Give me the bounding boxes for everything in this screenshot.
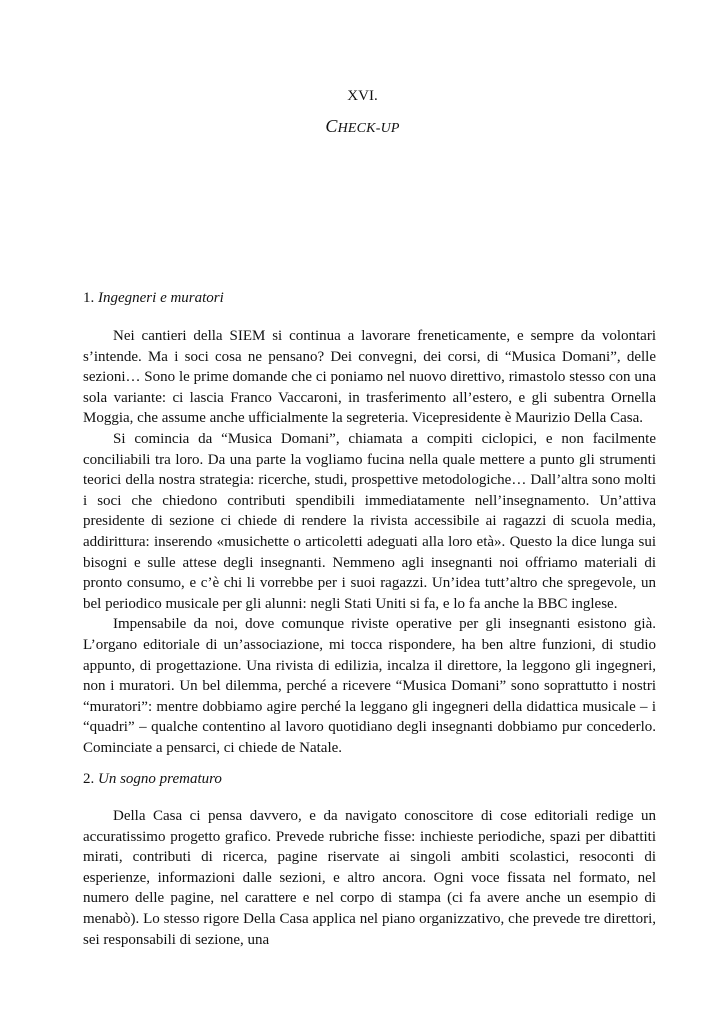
paragraph: Si comincia da “Musica Domani”, chiamata a compiti ciclopici, e non facilmente conciliabili tra loro. Da una parte la vogliamo fucina nella quale mettere a punto gli strumenti teorici della nostra strategia: ricerche, studi, prospettive metodologiche… Dall’altra sono molti i soci che chiedono contributi spendibili immediatamente nell’insegnamento. Un’attiva presidente di sezione ci chiede di rendere la rivista accessibile ai ragazzi di scuola media, addirittura: inserendo «musichette o articoletti adeguati alla loro età». Questo la dice lunga sui bisogni e sulle attese degli insegnanti. Nemmeno agli insegnanti noi offriamo materiali di pronto consumo, e c’è chi li vorrebbe per i suoi ragazzi. Un’idea tutt’altro che spregevole, un bel periodico musicale per gli alunni: negli Stati Uniti si fa, e lo fa anche la BBC inglese. bbox=[83, 430, 656, 612]
section-body-2 bbox=[83, 806, 656, 950]
paragraph: Impensabile da noi, dove comunque riviste operative per gli insegnanti esistono già. L’organo editoriale di un’associazione, mi tocca rispondere, ha ben altre funzioni, di studio appunto, di progettazione. Una rivista di edilizia, incalza il direttore, la leggono gli ingegneri, non i muratori. Un bel dilemma, perché a ricevere “Musica Domani” sono soprattutto i nostri “muratori”: mentre dobbiamo agire perché la leggano gli ingegneri della didattica musicale – i “quadri” – qualche contentino al lavoro quotidiano degli insegnanti dobbiamo pur concederlo. Cominciate a pensarci, ci chiede de Natale. bbox=[83, 616, 656, 756]
paragraph: Della Casa ci pensa davvero, e da navigato conoscitore di cose editoriali redige un accuratissimo progetto grafico. Prevede rubriche fisse: inchieste periodiche, spazi per dibattiti mirati, contributi di ricerca, pagine riservate ai singoli ambiti scolastici, resoconti di esperienze, informazioni dalle sezioni, e altro ancora. Ogni voce fissata nel formato, nel numero delle pagine, nel carattere e nel corpo di stampa (ci fa avere anche un esempio di menabò). Lo stesso rigore Della Casa applica nel piano organizzativo, che prevede tre direttori, sei responsabili di sezione, una bbox=[83, 808, 656, 948]
section-title: Un sogno prematuro bbox=[98, 771, 222, 787]
section-title: Ingegneri e muratori bbox=[98, 290, 224, 306]
section-number: 1. bbox=[83, 290, 95, 306]
chapter-number: XVI. bbox=[347, 88, 378, 104]
chapter-title-initial: C bbox=[325, 116, 338, 136]
section-heading-1 bbox=[83, 290, 224, 307]
chapter-title bbox=[0, 116, 725, 137]
paragraph: Nei cantieri della SIEM si continua a lavorare freneticamente, e sempre da volontari s’intende. Ma i soci cosa ne pensano? Dei convegni, dei corsi, di “Musica Domani”, delle sezioni… Sono le prime domande che ci poniamo nel nuovo direttivo, rimastolo stesso con una sola variante: ci lascia Franco Vaccaroni, in trasferimento all’estero, e gli subentra Ornella Moggia, che assume anche ufficialmente la segreteria. Vicepresidente è Maurizio Della Casa. bbox=[83, 328, 656, 427]
section-number: 2. bbox=[83, 771, 95, 787]
section-heading-2 bbox=[83, 771, 222, 788]
section-body-1 bbox=[83, 326, 656, 758]
chapter-title-rest: HECK-UP bbox=[337, 121, 400, 136]
